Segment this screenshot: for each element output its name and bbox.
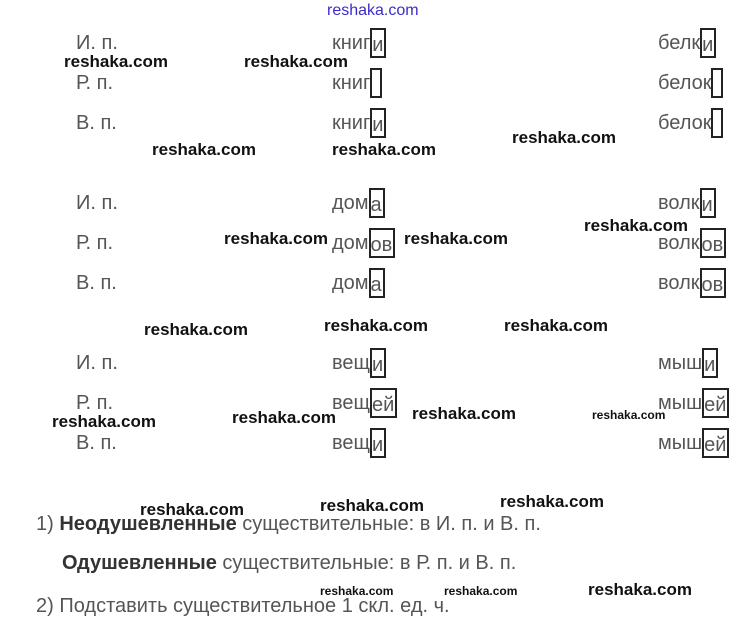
word-left xyxy=(332,348,386,378)
word-stem: волк xyxy=(658,232,700,254)
watermark: reshaka.com xyxy=(444,584,518,598)
watermark: reshaka.com xyxy=(332,140,436,159)
word-ending-box: ей xyxy=(702,388,729,418)
word-stem: дом xyxy=(332,272,369,294)
word-stem: белок xyxy=(658,72,712,94)
watermark: reshaka.com xyxy=(512,128,616,147)
watermark-top: reshaka.com xyxy=(327,2,419,19)
case-label-nom: И. п. xyxy=(76,352,118,374)
watermark: reshaka.com xyxy=(324,316,428,335)
word-ending-box: ей xyxy=(702,428,729,458)
term-inanimate: Неодушевленные xyxy=(59,513,237,535)
word-left xyxy=(332,388,397,418)
watermark: reshaka.com xyxy=(232,408,336,427)
word-stem: дом xyxy=(332,192,369,214)
word-ending-box: ов xyxy=(700,228,727,258)
conclusion-line-2 xyxy=(62,551,516,575)
word-stem: белк xyxy=(658,32,701,54)
case-label-acc: В. п. xyxy=(76,432,117,454)
word-ending-box: и xyxy=(700,188,716,218)
word-ending-box: а xyxy=(369,188,385,218)
word-stem: волк xyxy=(658,272,700,294)
word-ending-box: и xyxy=(370,108,386,138)
watermark: reshaka.com xyxy=(584,216,688,235)
watermark: reshaka.com xyxy=(592,408,666,422)
watermark: reshaka.com xyxy=(588,580,692,599)
conclusion-text: существительные: в И. п. и В. п. xyxy=(236,513,541,535)
conclusion-line-1 xyxy=(36,512,541,536)
watermark: reshaka.com xyxy=(504,316,608,335)
case-label-acc: В. п. xyxy=(76,112,117,134)
watermark: reshaka.com xyxy=(52,412,156,431)
word-ending-box: и xyxy=(370,348,386,378)
word-right xyxy=(658,68,723,98)
word-ending-box: и xyxy=(702,348,718,378)
word-right xyxy=(658,268,726,298)
word-ending-box xyxy=(711,108,723,138)
case-label-gen: Р. п. xyxy=(76,72,114,94)
word-stem: мыш xyxy=(658,432,703,454)
word-left xyxy=(332,188,385,218)
case-label-nom: И. п. xyxy=(76,192,118,214)
word-stem: вещ xyxy=(332,352,370,374)
word-stem: вещ xyxy=(332,392,370,414)
word-ending-box: и xyxy=(370,428,386,458)
conclusion-line-3: 2) Подставить существительное 1 скл. ед. ч. xyxy=(36,595,450,617)
word-stem: книг xyxy=(332,112,371,134)
case-label-acc: В. п. xyxy=(76,272,117,294)
list-number: 1) xyxy=(36,513,54,535)
case-label-nom: И. п. xyxy=(76,32,118,54)
word-left xyxy=(332,268,385,298)
word-ending-box: ов xyxy=(369,228,396,258)
word-left xyxy=(332,108,386,138)
word-right xyxy=(658,388,729,418)
word-ending-box xyxy=(711,68,723,98)
watermark: reshaka.com xyxy=(404,229,508,248)
word-ending-box xyxy=(370,68,382,98)
word-ending-box: а xyxy=(369,268,385,298)
watermark: reshaka.com xyxy=(144,320,248,339)
watermark: reshaka.com xyxy=(412,404,516,423)
word-right xyxy=(658,28,716,58)
word-left xyxy=(332,228,395,258)
watermark: reshaka.com xyxy=(152,140,256,159)
word-left xyxy=(332,428,386,458)
watermark: reshaka.com xyxy=(500,492,604,511)
word-stem: дом xyxy=(332,232,369,254)
word-right xyxy=(658,188,716,218)
word-right xyxy=(658,428,729,458)
case-label-gen: Р. п. xyxy=(76,392,114,414)
conclusion-text: существительные: в Р. п. и В. п. xyxy=(216,552,517,574)
word-stem: мыш xyxy=(658,352,703,374)
watermark: reshaka.com xyxy=(320,584,394,598)
word-right xyxy=(658,108,723,138)
term-animate: Одушевленные xyxy=(62,552,217,574)
word-ending-box: ов xyxy=(700,268,727,298)
word-left xyxy=(332,68,382,98)
word-right xyxy=(658,348,718,378)
word-ending-box: и xyxy=(370,28,386,58)
watermark: reshaka.com xyxy=(64,52,168,71)
watermark: reshaka.com xyxy=(244,52,348,71)
word-stem: белок xyxy=(658,112,712,134)
case-label-gen: Р. п. xyxy=(76,232,114,254)
word-stem: книг xyxy=(332,32,371,54)
word-ending-box: ей xyxy=(370,388,397,418)
word-stem: волк xyxy=(658,192,700,214)
word-stem: вещ xyxy=(332,432,370,454)
word-stem: мыш xyxy=(658,392,703,414)
watermark: reshaka.com xyxy=(140,500,244,519)
word-ending-box: и xyxy=(700,28,716,58)
watermark: reshaka.com xyxy=(320,496,424,515)
word-stem: книг xyxy=(332,72,371,94)
watermark: reshaka.com xyxy=(224,229,328,248)
